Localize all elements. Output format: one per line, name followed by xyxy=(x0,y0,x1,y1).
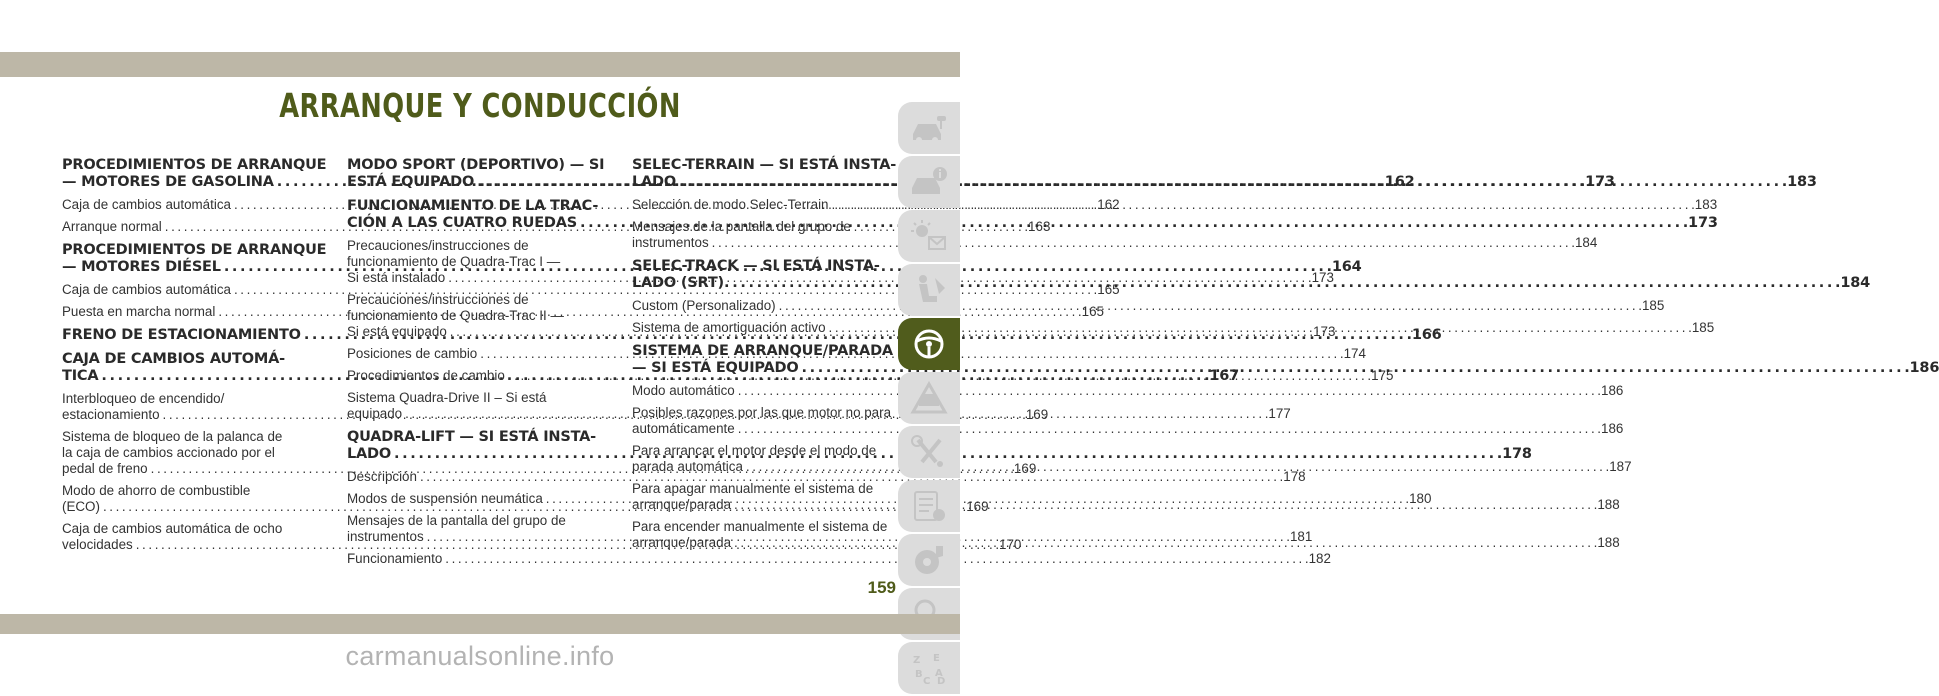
chapter-tab[interactable] xyxy=(898,210,960,262)
toc-entry-text: SELEC-TRACK — SI ESTÁ INSTA- xyxy=(632,258,880,274)
chapter-tab[interactable] xyxy=(898,534,960,586)
toc-entry-text: — SI ESTÁ EQUIPADO xyxy=(632,360,799,376)
toc-entry-text: Sistema Quadra-Drive II – Si está xyxy=(347,390,547,405)
toc-entry-text: CAJA DE CAMBIOS AUTOMÁ- xyxy=(62,351,285,367)
toc-entry-text: Precauciones/instrucciones de xyxy=(347,292,529,307)
toc-page-number: .175 xyxy=(1367,368,1394,383)
dot-leader xyxy=(729,275,1835,292)
svg-text:B: B xyxy=(915,669,923,680)
svg-text:E: E xyxy=(933,653,940,664)
toc-page-number: .182 xyxy=(1304,551,1331,566)
toc-entry-text: SISTEMA DE ARRANQUE/PARADA xyxy=(632,343,893,359)
chapter-tab[interactable] xyxy=(898,156,960,208)
toc-entry-text: Arranque normal xyxy=(62,219,162,234)
toc-page-number: .187 xyxy=(1605,459,1632,474)
chapter-tab[interactable] xyxy=(898,372,960,424)
dot-leader xyxy=(731,497,1594,513)
toc-entry-text: MODO SPORT (DEPORTIVO) — SI xyxy=(347,157,605,173)
watermark: carmanualsonline.info xyxy=(345,641,615,671)
toc-page-number: .163 xyxy=(1024,219,1051,234)
toc-entry-text: Puesta en marcha normal xyxy=(62,304,216,319)
toc-entry-text: Caja de cambios automática xyxy=(62,197,231,212)
toc-page-number: .164 xyxy=(1326,259,1362,275)
roadside-warning-icon xyxy=(909,380,949,416)
toc-page-number: .162 xyxy=(1093,197,1120,212)
toc-entry-text: Selección de modo Selec-Terrain xyxy=(632,197,829,212)
toc-entry-text: Mensajes de la pantalla del grupo de xyxy=(632,219,851,234)
toc-entry-text: LADO (SRT). xyxy=(632,275,730,291)
toc-entry-text: Precauciones/instrucciones de xyxy=(347,238,529,253)
page-number: 159 xyxy=(867,578,896,597)
toc-page-number: .169 xyxy=(1022,407,1049,422)
airbag-seat-icon xyxy=(909,272,949,308)
toc-entry-text: instrumentos xyxy=(347,529,424,544)
header-band xyxy=(0,52,960,77)
toc-entry-text: Si está equipado xyxy=(347,324,447,339)
toc-entry-text: Caja de cambios automática de ocho xyxy=(62,521,283,536)
toc-entry-text: funcionamiento de Quadra-Trac II — xyxy=(347,308,564,323)
toc-entry-text: funcionamiento de Quadra-Trac I — xyxy=(347,254,561,269)
toc-entry-text: Modo automático xyxy=(632,383,735,398)
toc-page-number: .180 xyxy=(1405,491,1432,506)
toc-entry-text: automáticamente xyxy=(632,421,735,436)
toc-page-number: .184 xyxy=(1835,275,1871,291)
toc-page-number: .185 xyxy=(1688,320,1715,335)
toc-page-number: .170 xyxy=(995,537,1022,552)
toc-entry-text: FRENO DE ESTACIONAMIENTO xyxy=(62,327,301,343)
toc-page-number: .174 xyxy=(1339,346,1366,361)
chapter-tab[interactable] xyxy=(898,264,960,316)
toc-entry-text: estacionamiento xyxy=(62,407,160,422)
toc-page-number: .178 xyxy=(1496,446,1532,462)
dot-leader xyxy=(799,360,1905,377)
toc-entry-text: arranque/parada xyxy=(632,535,732,550)
toc-entry-text: instrumentos xyxy=(632,235,709,250)
toc-entry-text: Posiciones de cambio xyxy=(347,346,478,361)
steering-wheel-icon xyxy=(909,326,949,362)
toc-page-number: .165 xyxy=(1093,282,1120,297)
svg-text:D: D xyxy=(937,676,946,687)
toc-entry-text: CIÓN A LAS CUATRO RUEDAS xyxy=(347,215,578,231)
dot-leader xyxy=(735,383,1598,399)
dot-leader xyxy=(709,235,1572,251)
toc-entry-text: Procedimientos de cambio xyxy=(347,368,505,383)
toc-page-number: .167 xyxy=(1204,368,1240,384)
toc-page-number: .173 xyxy=(1307,270,1334,285)
toc-entry-text: Modos de suspensión neumática xyxy=(347,491,543,506)
toc-entry-text: LADO xyxy=(347,446,392,462)
toc-entry-text: LADO xyxy=(632,174,677,190)
toc-entry-text: FUNCIONAMIENTO DE LA TRAC- xyxy=(347,198,599,214)
toc-page-number: .185 xyxy=(1638,298,1665,313)
toc-page-number: .183 xyxy=(1781,174,1817,190)
toc-entry-text: arranque/parada xyxy=(632,497,732,512)
toc-page-number: .188 xyxy=(1593,535,1620,550)
toc-entry-text: Para apagar manualmente el sistema de xyxy=(632,481,874,496)
toc-entry-text: Descripción xyxy=(347,469,417,484)
toc-entry-text: Si está instalado xyxy=(347,270,446,285)
page-title: ARRANQUE Y CONDUCCIÓN xyxy=(279,86,681,125)
footer-band xyxy=(0,614,960,634)
toc-entry-text: Interbloqueo de encendido/ xyxy=(62,391,225,406)
chapter-tab[interactable] xyxy=(898,102,960,154)
chapter-tab[interactable] xyxy=(898,480,960,532)
toc-page-number: .186 xyxy=(1597,383,1624,398)
toc-entry[interactable] xyxy=(632,383,1624,399)
toc-page-number: .178 xyxy=(1279,469,1306,484)
wrench-tools-icon xyxy=(909,434,949,470)
specifications-list-icon xyxy=(909,488,949,524)
toc-page-number: .169 xyxy=(1010,461,1037,476)
toc-page-number: .188 xyxy=(1593,497,1620,512)
toc-entry-text: Mensajes de la pantalla del grupo de xyxy=(347,513,566,528)
top-margin xyxy=(0,0,960,52)
toc-entry-text: Modo de ahorro de combustible xyxy=(62,483,251,498)
toc-entry-text: Para arrancar el motor desde el modo de xyxy=(632,443,877,458)
toc-entry-text: Funcionamiento xyxy=(347,551,443,566)
toc-entry[interactable] xyxy=(347,551,1331,567)
toc-entry-text: TICA xyxy=(62,368,99,384)
svg-text:A: A xyxy=(935,668,943,679)
toc-page-number: .186 xyxy=(1597,421,1624,436)
dot-leader xyxy=(743,459,1606,475)
car-key-icon xyxy=(909,110,949,146)
toc-entry-text: equipado xyxy=(347,406,403,421)
chapter-tabs xyxy=(898,102,960,696)
toc-page-number: .173 xyxy=(1309,324,1336,339)
svg-text:Z: Z xyxy=(913,655,921,666)
multimedia-icon xyxy=(909,542,949,578)
toc-entry-text: Caja de cambios automática xyxy=(62,282,231,297)
toc-entry-text: — MOTORES DIÉSEL xyxy=(62,259,221,275)
toc-entry-text: Sistema de bloqueo de la palanca de xyxy=(62,429,283,444)
toc-page-number: .181 xyxy=(1286,529,1313,544)
toc-entry-text: la caja de cambios accionado por el xyxy=(62,445,275,460)
toc-entry-text: parada automática xyxy=(632,459,743,474)
toc-entry-text: Posibles razones por las que motor no para xyxy=(632,405,892,420)
toc-page-number: .166 xyxy=(1406,327,1442,343)
toc-entry-text: velocidades xyxy=(62,537,133,552)
svg-text:C: C xyxy=(923,676,931,687)
dot-leader xyxy=(731,535,1594,551)
toc-page-number: .184 xyxy=(1571,235,1598,250)
toc-page-number: .177 xyxy=(1264,406,1291,421)
car-info-icon xyxy=(909,164,949,200)
toc-page-number: .162 xyxy=(1379,174,1415,190)
toc-entry-text: Custom (Personalizado) xyxy=(632,298,776,313)
chapter-tab[interactable] xyxy=(898,318,960,370)
toc-entry-text: — MOTORES DE GASOLINA xyxy=(62,174,274,190)
toc-page-number: .173 xyxy=(1682,215,1718,231)
toc-entry-text: SELEC-TERRAIN — SI ESTÁ INSTA- xyxy=(632,157,897,173)
warning-lights-icon xyxy=(909,218,949,254)
toc-entry-text: PROCEDIMIENTOS DE ARRANQUE xyxy=(62,242,327,258)
toc-entry-text: pedal de freno xyxy=(62,461,148,476)
dot-leader xyxy=(735,421,1598,437)
toc-entry-text: Para encender manualmente el sistema de xyxy=(632,519,888,534)
toc-page-number: .165 xyxy=(1077,304,1104,319)
toc-page-number: .186 xyxy=(1904,360,1939,376)
toc-page-number: .169 xyxy=(962,499,989,514)
toc-entry-text: ESTÁ EQUIPADO xyxy=(347,174,475,190)
chapter-tab[interactable] xyxy=(898,426,960,478)
toc-entry-text: PROCEDIMIENTOS DE ARRANQUE xyxy=(62,157,327,173)
toc-entry-text: QUADRA-LIFT — SI ESTÁ INSTA- xyxy=(347,429,596,445)
toc-entry-text: (ECO) xyxy=(62,499,100,514)
dot-leader xyxy=(676,174,1782,191)
toc-entry[interactable] xyxy=(347,469,1306,485)
toc-entry-text: Sistema de amortiguación activo xyxy=(632,320,826,335)
toc-page-number: .183 xyxy=(1691,197,1718,212)
toc-page-number: .173 xyxy=(1579,174,1615,190)
